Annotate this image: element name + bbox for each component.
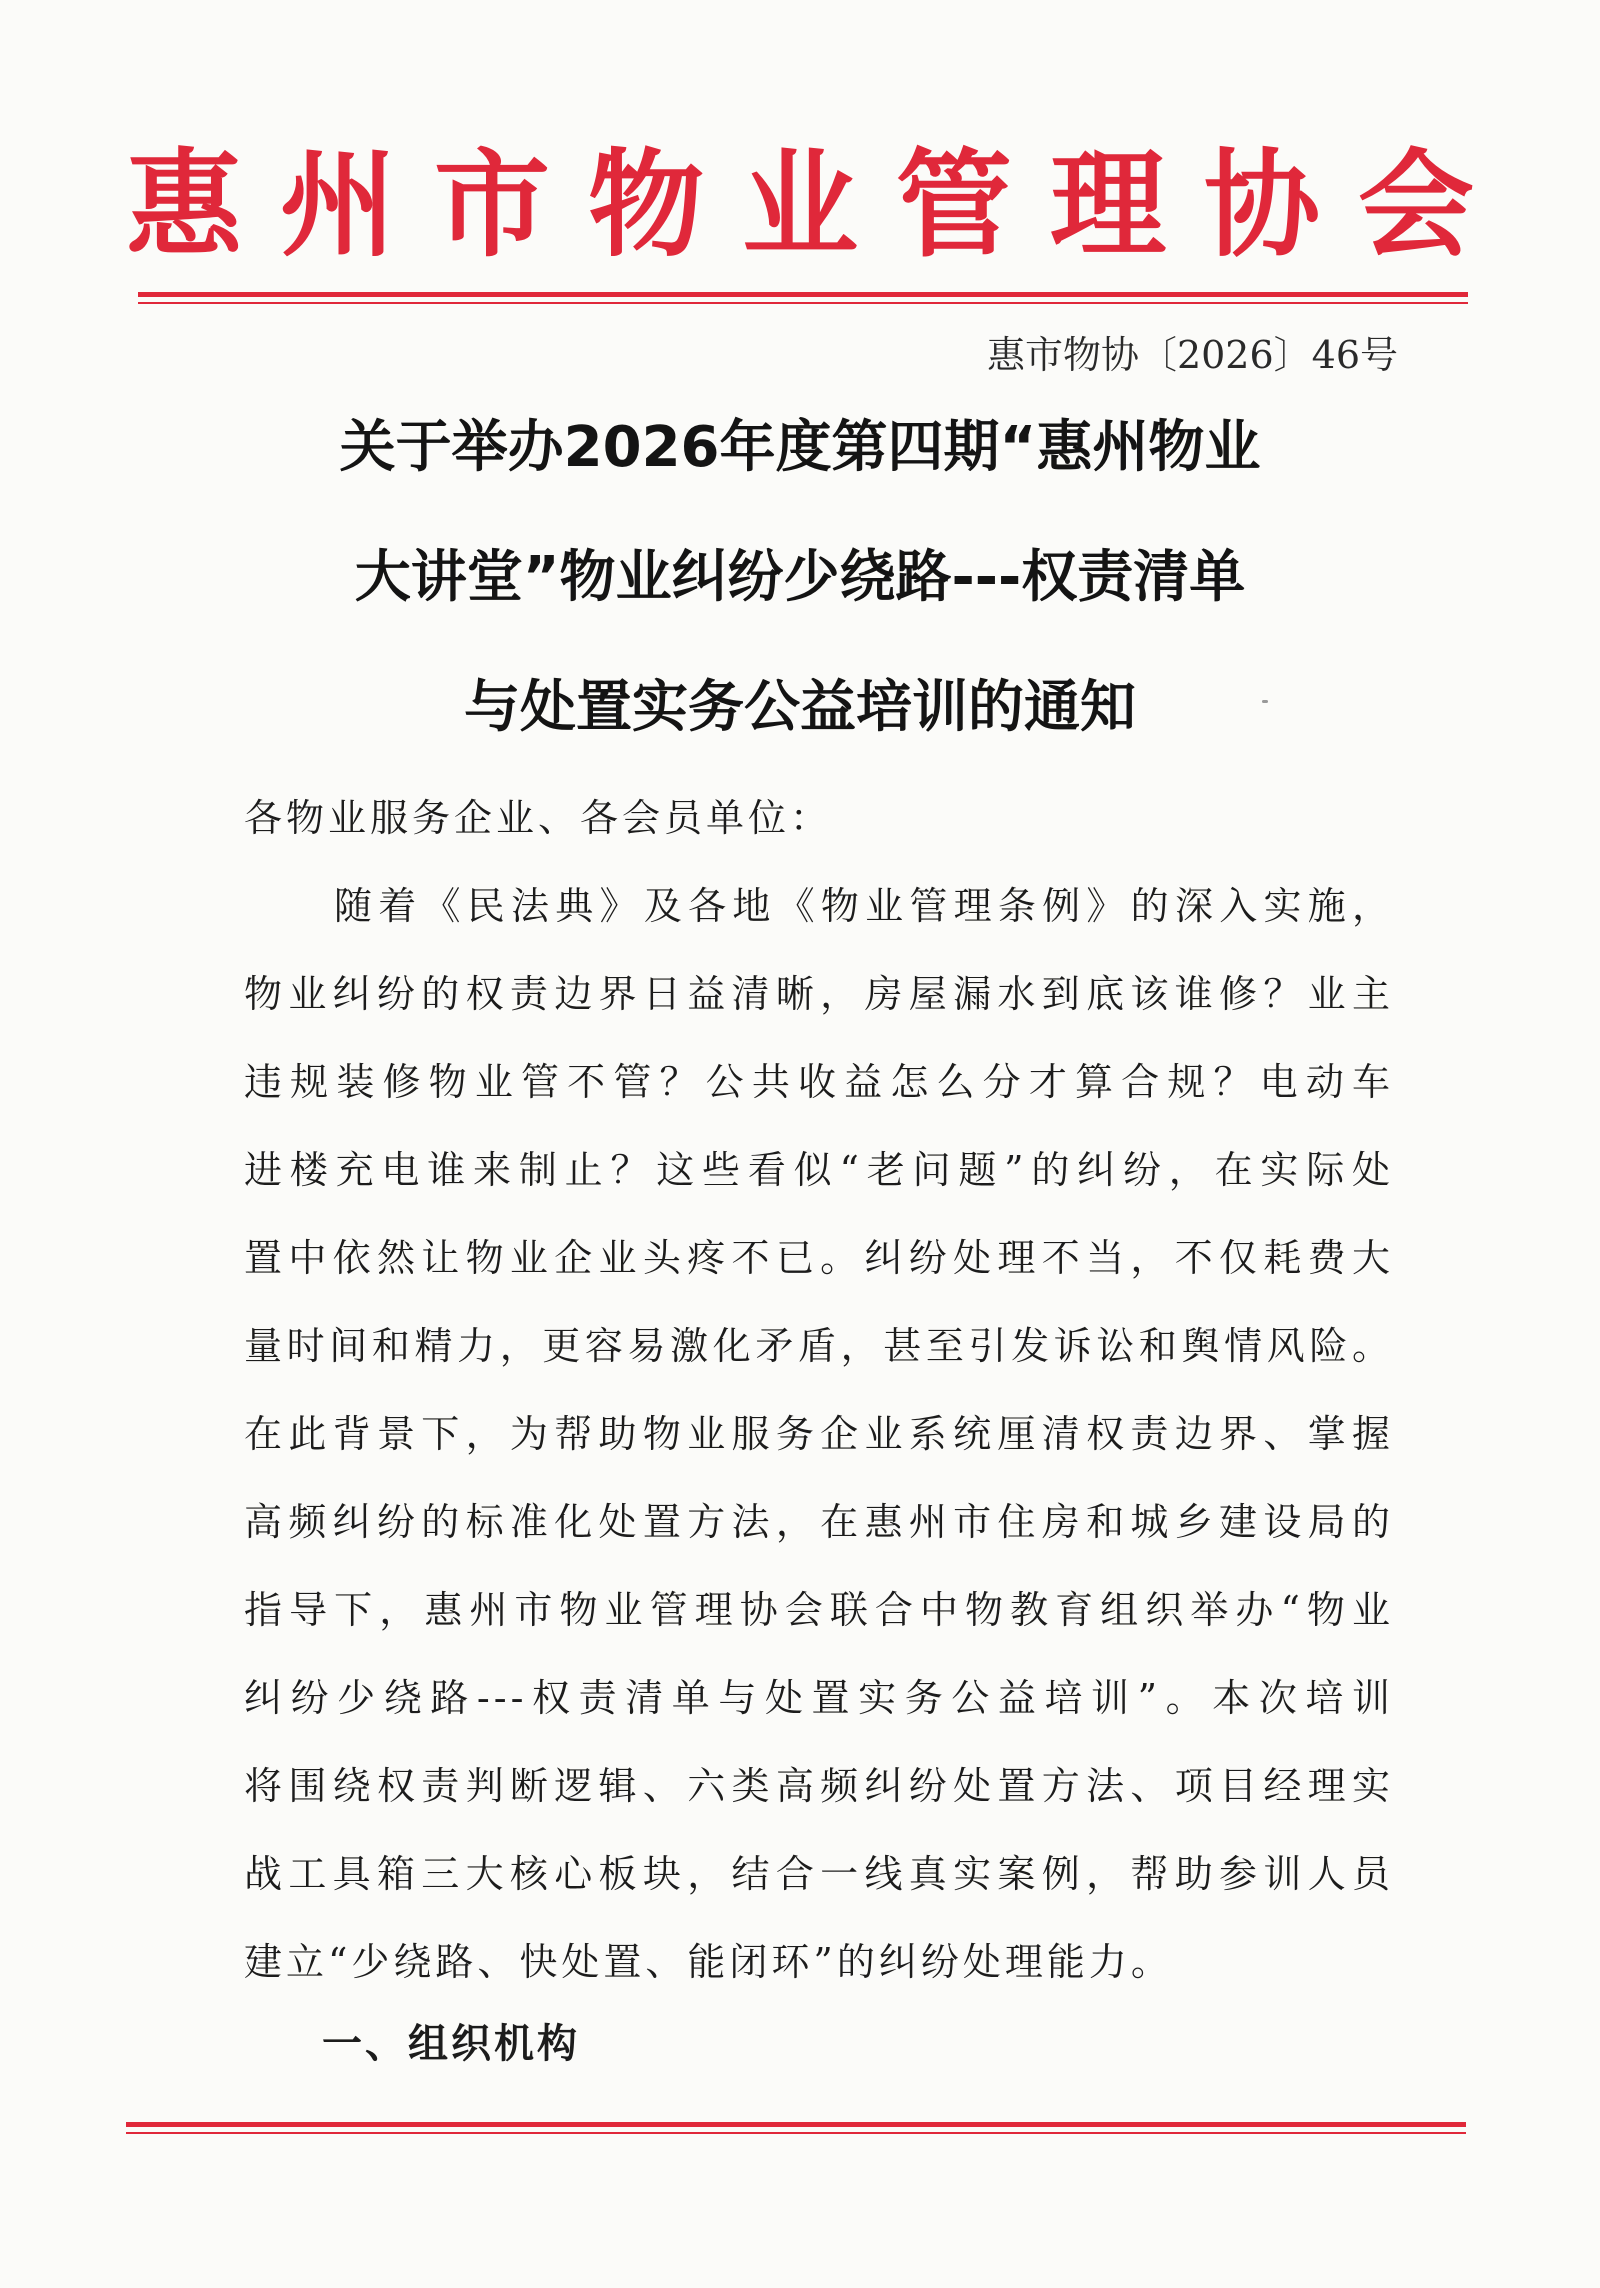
- body-line: 进楼充电谁来制止？这些看似“老问题”的纠纷，在实际处: [244, 1148, 1394, 1192]
- footer-rule-thin: [126, 2132, 1466, 2134]
- document-number: 惠市物协〔2026〕46号: [986, 333, 1398, 377]
- body-line: 在此背景下，为帮助物业服务企业系统厘清权责边界、掌握: [244, 1412, 1394, 1456]
- body-line: 置中依然让物业企业头疼不已。纠纷处理不当，不仅耗费大: [244, 1236, 1394, 1280]
- letterhead-rule-thin: [138, 302, 1468, 304]
- scan-speck: [1262, 700, 1268, 703]
- body-line: 物业纠纷的权责边界日益清晰，房屋漏水到底该谁修？业主: [244, 972, 1394, 1016]
- body-line: 随着《民法典》及各地《物业管理条例》的深入实施，: [334, 884, 1394, 928]
- body-line: 建立“少绕路、快处置、能闭环”的纠纷处理能力。: [244, 1940, 1173, 1984]
- body-line: 高频纠纷的标准化处置方法，在惠州市住房和城乡建设局的: [244, 1500, 1394, 1544]
- letterhead-organization: 惠州市物业管理协会: [126, 137, 1512, 273]
- title-line-1: 关于举办2026年度第四期“惠州物业: [339, 415, 1261, 480]
- title-line-2: 大讲堂”物业纠纷少绕路---权责清单: [354, 545, 1246, 610]
- title-line-3: 与处置实务公益培训的通知: [464, 675, 1136, 740]
- body-line: 纠纷少绕路---权责清单与处置实务公益培训”。本次培训: [244, 1676, 1394, 1720]
- footer-rule-thick: [126, 2122, 1466, 2127]
- section-heading: 一、组织机构: [322, 2021, 580, 2067]
- body-line: 违规装修物业管不管？公共收益怎么分才算合规？电动车: [244, 1060, 1394, 1104]
- body-line: 指导下，惠州市物业管理协会联合中物教育组织举办“物业: [244, 1588, 1394, 1632]
- body-line: 量时间和精力，更容易激化矛盾，甚至引发诉讼和舆情风险。: [244, 1324, 1394, 1368]
- salutation: 各物业服务企业、各会员单位：: [244, 796, 833, 840]
- body-line: 战工具箱三大核心板块，结合一线真实案例，帮助参训人员: [244, 1852, 1394, 1896]
- letterhead-rule-thick: [138, 292, 1468, 297]
- body-line: 将围绕权责判断逻辑、六类高频纠纷处置方法、项目经理实: [244, 1764, 1394, 1808]
